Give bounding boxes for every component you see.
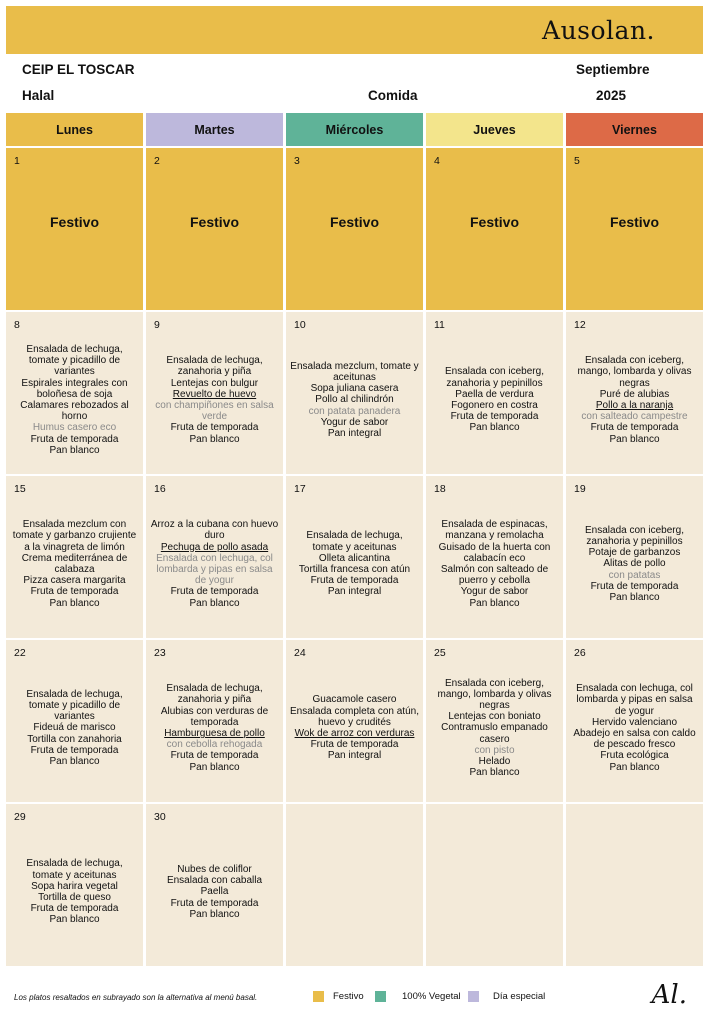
dish-item: Ensalada con caballa [166, 875, 263, 887]
dish-item: Pan blanco [189, 597, 240, 609]
dish-garnish: Ensalada con lechuga, col lombarda y pipas en salsa de yogur [156, 552, 273, 587]
legend-vegetal [375, 991, 461, 1002]
dish-item: Nubes de coliflor [177, 863, 252, 875]
legend-festivo-label: Festivo [333, 991, 364, 1002]
dish-item: Fruta de temporada [30, 433, 119, 445]
dish-item: Pan blanco [189, 433, 240, 445]
dish-item: Paella [200, 886, 229, 898]
dish-item: Pan blanco [469, 597, 520, 609]
dish-item: Fogonero en costra [451, 400, 538, 411]
dish-item: Calamares rebozados al horno [20, 400, 129, 423]
day-cell [146, 476, 283, 638]
legend-especial-swatch [468, 991, 479, 1002]
day-cell [426, 640, 563, 802]
weekday-header-row [6, 113, 703, 146]
year-label: 2025 [596, 88, 627, 103]
empty-day-cell [286, 804, 423, 966]
day-number: 18 [434, 483, 446, 495]
day-number: 11 [434, 319, 445, 331]
dish-item: Guacamole casero [312, 694, 397, 706]
dish-item: Sopa juliana casera [310, 383, 399, 395]
dish-item: Yogur de sabor [460, 586, 529, 598]
day-number: 9 [154, 319, 160, 331]
ausolan-logo: Ausolan. [542, 16, 655, 45]
dish-item: Pan blanco [469, 422, 520, 434]
dish-item: Fruta de temporada [170, 586, 259, 598]
dish-item: Ensalada con iceberg, zanahoria y pepinillos [585, 524, 684, 547]
dish-item: Salmón con salteado de puerro y cebolla [440, 564, 549, 587]
legend-festivo-swatch [313, 991, 324, 1002]
legend-festivo [313, 991, 364, 1002]
menu-calendar [6, 113, 703, 966]
dish-list [10, 312, 139, 474]
dish-list [290, 312, 419, 474]
dish-item: Fruta de temporada [590, 422, 679, 434]
dish-item: Pan blanco [49, 597, 100, 609]
day-cell [426, 148, 563, 310]
month-label: Septiembre [576, 62, 650, 77]
dish-item: Fideuá de marisco [33, 722, 116, 734]
weekday-lunes: Lunes [6, 113, 143, 146]
day-cell [566, 148, 703, 310]
dish-garnish: con cebolla rehogada [166, 739, 263, 751]
dish-item: Fruta de temporada [590, 580, 679, 592]
alternative-dish: Pollo a la naranja [595, 400, 674, 411]
top-banner [6, 6, 703, 54]
day-number: 29 [14, 811, 26, 823]
dish-item: Tortilla con zanahoria [27, 733, 122, 745]
day-number: 4 [434, 155, 440, 167]
dish-item: Puré de alubias [599, 388, 670, 400]
dish-list [150, 804, 279, 966]
day-number: 22 [14, 647, 26, 659]
dish-item: Pan blanco [49, 444, 100, 456]
dish-item: Pan blanco [469, 767, 520, 779]
dish-garnish: con patatas [608, 569, 661, 581]
dish-item: Fruta de temporada [310, 575, 399, 587]
dish-item: Contramuslo empanado casero [441, 722, 548, 745]
dish-item: Fruta de temporada [30, 744, 119, 756]
dish-item: Ensalada completa con atún, huevo y crudités [290, 705, 419, 728]
dish-list [570, 312, 699, 474]
day-cell [146, 804, 283, 966]
dish-item: Crema mediterránea de calabaza [21, 552, 128, 575]
dish-item: Ensalada de lechuga, tomate y picadillo de variantes [26, 688, 123, 723]
dish-item: Ensalada de lechuga, tomate y picadillo de variantes [26, 343, 123, 378]
day-cell [426, 476, 563, 638]
dish-item: Pan blanco [49, 756, 100, 767]
dish-item: Ensalada con iceberg, mango, lombarda y olivas negras [577, 355, 692, 389]
dish-list [150, 640, 279, 802]
day-cell [6, 148, 143, 310]
holiday-label: Festivo [469, 214, 519, 230]
dish-item: Fruta de temporada [170, 422, 259, 434]
dish-item: Yogur de sabor [320, 416, 389, 428]
dish-item: Ensalada con iceberg, zanahoria y pepinillos [445, 366, 544, 389]
dish-garnish: con pisto [474, 744, 515, 756]
dish-list [430, 476, 559, 638]
day-cell [146, 640, 283, 802]
dish-item: Pan blanco [609, 761, 660, 773]
dish-item: Tortilla de queso [38, 892, 111, 903]
week-row [6, 148, 703, 310]
school-name: CEIP EL TOSCAR [22, 62, 135, 77]
day-cell [6, 476, 143, 638]
dish-garnish: Humus casero eco [32, 422, 117, 434]
dish-item: Lentejas con boniato [448, 711, 541, 723]
dish-item: Guisado de la huerta con calabacín eco [438, 541, 551, 564]
dish-item: Pan blanco [189, 908, 240, 920]
dish-item: Pan integral [327, 428, 382, 439]
dish-list [150, 312, 279, 474]
dish-item: Fruta de temporada [170, 750, 259, 762]
dish-item: Pan blanco [189, 761, 240, 773]
dish-item: Abadejo en salsa con caldo de pescado fresco [573, 728, 696, 751]
day-number: 25 [434, 647, 446, 659]
dish-item: Ensalada mezclum, tomate y aceitunas [290, 360, 419, 383]
day-cell [286, 148, 423, 310]
dish-item: Pan blanco [49, 914, 100, 926]
dish-item: Ensalada mezclum con tomate y garbanzo crujiente a la vinagreta de limón [12, 519, 137, 553]
alternative-dish: Wok de arroz con verduras [294, 728, 415, 739]
weekday-jueves: Jueves [426, 113, 563, 146]
weekday-miercoles: Miércoles [286, 113, 423, 146]
dish-garnish: con champiñones en salsa verde [155, 400, 274, 423]
dish-list [430, 312, 559, 474]
dish-item: Ensalada de lechuga, tomate y aceitunas [306, 530, 403, 553]
dish-list [10, 804, 139, 966]
dish-list [570, 476, 699, 638]
legend-especial [468, 991, 545, 1002]
dish-item: Ensalada de lechuga, tomate y aceitunas [26, 858, 123, 881]
meal-label: Comida [368, 88, 418, 103]
dish-item: Fruta de temporada [30, 903, 119, 915]
week-row [6, 312, 703, 474]
dish-item: Espirales integrales con boloñesa de soja [21, 377, 128, 400]
alternative-dish: Revuelto de huevo [172, 388, 257, 400]
weekday-martes: Martes [146, 113, 283, 146]
week-row [6, 804, 703, 966]
week-row [6, 476, 703, 638]
day-number: 8 [14, 319, 20, 331]
dish-item: Lentejas con bulgur [170, 377, 259, 389]
day-number: 17 [294, 483, 306, 495]
dish-list [290, 476, 419, 638]
dish-item: Pan integral [327, 750, 382, 762]
dish-item: Pan blanco [609, 433, 660, 445]
dish-item: Pizza casera margarita [23, 575, 126, 587]
dish-garnish: con salteado campestre [581, 411, 688, 423]
dish-item: Alubias con verduras de temporada [160, 705, 269, 728]
day-cell [146, 312, 283, 474]
dish-list [10, 476, 139, 638]
dish-item: Hervido valenciano [591, 716, 678, 728]
day-number: 24 [294, 647, 306, 659]
day-cell [286, 312, 423, 474]
diet-label: Halal [22, 88, 55, 103]
dish-item: Pan integral [327, 586, 382, 598]
dish-item: Ensalada de lechuga, zanahoria y piña [166, 683, 263, 706]
weeks-container [6, 148, 703, 966]
day-number: 2 [154, 155, 160, 167]
day-number: 5 [574, 155, 580, 167]
day-cell [6, 804, 143, 966]
day-number: 23 [154, 647, 166, 659]
holiday-label: Festivo [609, 214, 659, 230]
dish-item: Fruta de temporada [450, 411, 539, 423]
day-cell [566, 312, 703, 474]
dish-list [290, 640, 419, 802]
day-number: 19 [574, 483, 586, 495]
dish-list [150, 476, 279, 638]
day-number: 16 [154, 483, 166, 495]
day-number: 10 [294, 319, 306, 331]
empty-day-cell [426, 804, 563, 966]
footer-note: Los platos resaltados en subrayado son la alternativa al menú basal. [14, 993, 258, 1002]
dish-item: Arroz a la cubana con huevo duro [150, 519, 279, 542]
dish-item: Fruta de temporada [30, 586, 119, 598]
legend-vegetal-label: 100% Vegetal [402, 991, 461, 1002]
dish-item: Pan blanco [609, 592, 660, 603]
day-cell [6, 312, 143, 474]
day-number: 1 [14, 155, 20, 167]
dish-list [10, 640, 139, 802]
dish-item: Ensalada con iceberg, mango, lombarda y olivas negras [437, 677, 552, 711]
dish-item: Fruta ecológica [600, 750, 669, 762]
legend-vegetal-swatch [375, 991, 386, 1002]
dish-item: Potaje de garbanzos [588, 547, 681, 559]
dish-item: Pollo al chilindrón [315, 394, 394, 406]
day-number: 26 [574, 647, 586, 659]
holiday-label: Festivo [189, 214, 239, 230]
holiday-label: Festivo [49, 214, 99, 230]
dish-item: Tortilla francesa con atún [298, 564, 411, 575]
day-cell [566, 640, 703, 802]
dish-item: Helado [478, 756, 511, 767]
day-cell [286, 476, 423, 638]
weekday-viernes: Viernes [566, 113, 703, 146]
legend-especial-label: Día especial [493, 991, 546, 1002]
day-cell [286, 640, 423, 802]
week-row [6, 640, 703, 802]
day-number: 15 [14, 483, 26, 495]
dish-item: Fruta de temporada [170, 897, 259, 909]
day-number: 30 [154, 811, 166, 823]
day-cell [566, 476, 703, 638]
dish-item: Sopa harira vegetal [31, 880, 118, 892]
dish-item: Paella de verdura [455, 388, 534, 400]
day-cell [146, 148, 283, 310]
dish-item: Ensalada de espinacas, manzana y remolacha [441, 519, 548, 542]
day-cell [6, 640, 143, 802]
holiday-label: Festivo [329, 214, 379, 230]
dish-item: Fruta de temporada [310, 739, 399, 751]
dish-list [430, 640, 559, 802]
alternative-dish: Pechuga de pollo asada [160, 541, 269, 553]
day-number: 3 [294, 155, 300, 167]
dish-item: Ensalada con lechuga, col lombarda y pipas en salsa de yogur [576, 683, 693, 717]
alternative-dish: Hamburguesa de pollo [164, 728, 265, 739]
empty-day-cell [566, 804, 703, 966]
dish-item: Alitas de pollo [603, 558, 666, 570]
dish-list [570, 640, 699, 802]
dish-item: Olleta alicantina [318, 552, 391, 564]
day-number: 12 [574, 319, 586, 331]
dish-garnish: con patata panadera [308, 405, 401, 417]
ausolan-mark: Al. [651, 980, 687, 1010]
day-cell [426, 312, 563, 474]
dish-item: Ensalada de lechuga, zanahoria y piña [166, 355, 263, 378]
